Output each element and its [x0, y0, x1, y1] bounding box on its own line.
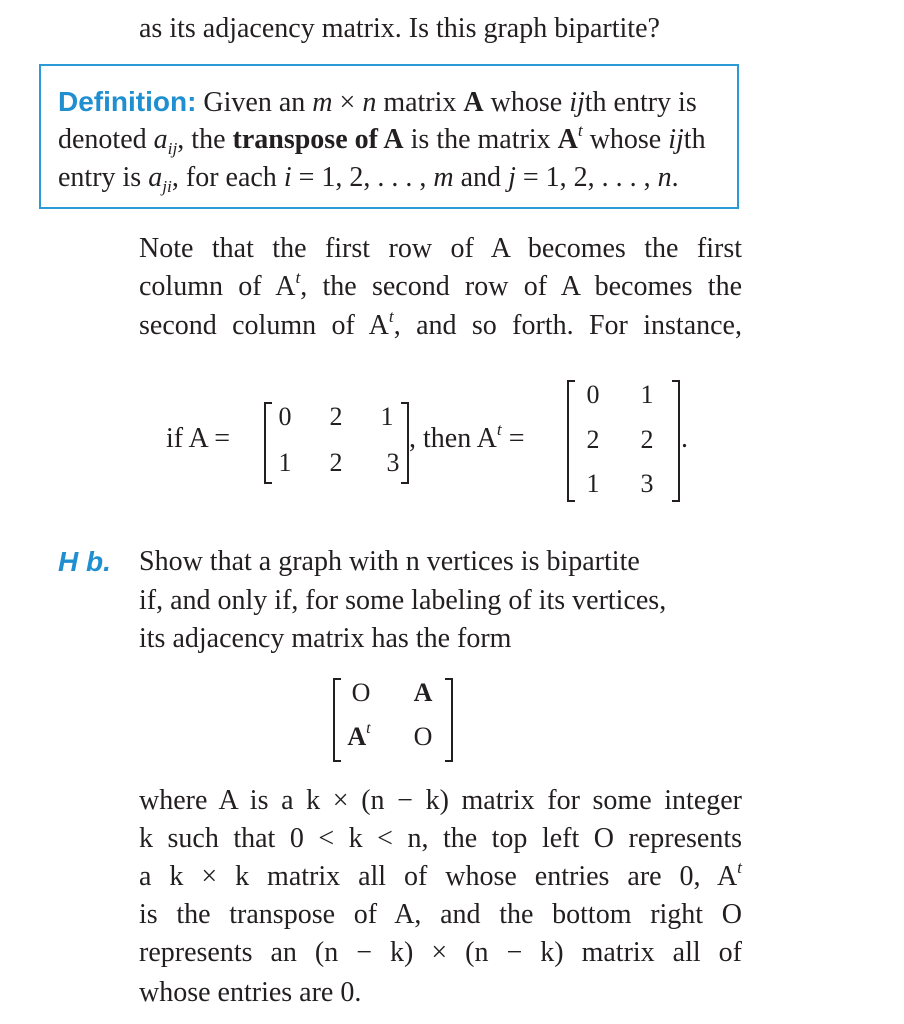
def-text: matrix	[383, 87, 457, 118]
def-m: m	[433, 162, 454, 193]
def-text: .	[671, 162, 679, 193]
matrix-At-cell: 3	[640, 469, 654, 498]
block-matrix-tr: A	[413, 678, 433, 707]
part-b-line-1: Show that a graph with n vertices is bipartite	[139, 546, 640, 577]
example-period: .	[681, 423, 688, 454]
closing-line-4: is the transpose of A, and the bottom right O	[139, 899, 742, 930]
matrix-At-cell: 1	[640, 380, 654, 409]
closing-line-5: represents an (n − k) × (n − k) matrix all of	[139, 937, 742, 968]
block-bl-t-sup: t	[366, 720, 371, 737]
part-b-line-3: its adjacency matrix has the form	[139, 623, 512, 654]
part-b-line-2: if, and only if, for some labeling of its vertices,	[139, 585, 667, 616]
note-text: column of A	[139, 271, 296, 302]
note-text: , and so forth. For instance,	[393, 310, 742, 341]
matrix-A-cell: 0	[278, 402, 292, 431]
matrix-At-cell: 1	[586, 469, 600, 498]
def-m: m	[312, 87, 333, 118]
block-bl-A: A	[347, 722, 367, 751]
note-text: second column of A	[139, 310, 389, 341]
definition-line-2	[58, 123, 706, 157]
note-t-sup: t	[388, 307, 394, 326]
matrix-At-left-bracket	[567, 380, 575, 502]
def-t-sup: t	[577, 121, 583, 140]
matrix-A-right-bracket	[401, 402, 409, 484]
def-times: ×	[339, 87, 356, 118]
def-A: A	[557, 124, 578, 155]
def-text: whose	[490, 87, 563, 118]
def-text: th	[683, 124, 706, 155]
then-text: , then A	[409, 423, 497, 454]
def-text: is the matrix	[410, 124, 551, 155]
closing-line-2: k such that 0 < k < n, the top left O represents	[139, 823, 742, 854]
note-line-2	[139, 268, 742, 306]
note-text: , the second row of A becomes the	[300, 271, 742, 302]
definition-label: Definition:	[58, 86, 197, 117]
example-then-At	[409, 422, 525, 456]
def-ij: ij	[569, 87, 585, 118]
block-matrix-br: O	[413, 722, 433, 751]
def-text: whose	[589, 124, 662, 155]
def-n: n	[362, 87, 377, 118]
def-text: , for each	[171, 162, 277, 193]
def-text: and	[460, 162, 502, 193]
def-ij-sub: ij	[167, 139, 178, 158]
matrix-A-cell: 3	[386, 448, 400, 477]
def-text: = 1, 2, . . . ,	[522, 162, 651, 193]
note-line-1: Note that the first row of A becomes the first	[139, 233, 742, 264]
block-matrix-right-bracket	[445, 678, 453, 762]
def-a: a	[148, 162, 163, 193]
def-text: , the	[177, 124, 226, 155]
intro-line: as its adjacency matrix. Is this graph bipartite?	[139, 13, 660, 44]
closing-text: a k × k matrix all of whose entries are 0, A	[139, 861, 738, 892]
def-text: = 1, 2, . . . ,	[298, 162, 427, 193]
definition-line-1	[58, 85, 697, 120]
matrix-A-cell: 2	[329, 448, 343, 477]
note-t-sup: t	[295, 268, 301, 287]
matrix-A-cell: 2	[329, 402, 343, 431]
block-matrix-bl	[344, 722, 374, 752]
example-if-A: if A =	[166, 423, 231, 454]
matrix-A-cell: 1	[278, 448, 292, 477]
matrix-A-cell: 1	[380, 402, 394, 431]
then-equals: =	[508, 423, 525, 454]
def-n: n	[657, 162, 672, 193]
def-transpose-of-A: transpose of A	[232, 124, 404, 155]
matrix-At-cell: 2	[640, 425, 654, 454]
def-text: entry is	[58, 162, 142, 193]
def-ji-sub: ji	[162, 177, 172, 196]
closing-line-1: where A is a k × (n − k) matrix for some integer	[139, 785, 742, 816]
closing-line-3	[139, 858, 742, 896]
def-text: denoted	[58, 124, 147, 155]
closing-t-sup: t	[737, 858, 742, 877]
note-line-3	[139, 307, 742, 345]
def-j: j	[508, 162, 516, 193]
part-b-label: H b.	[58, 546, 111, 577]
block-matrix-left-bracket	[333, 678, 341, 762]
def-a: a	[153, 124, 168, 155]
definition-line-3	[58, 161, 679, 195]
then-t-sup: t	[496, 420, 502, 439]
def-text: Given an	[203, 87, 306, 118]
def-text: th entry is	[584, 87, 697, 118]
def-A: A	[463, 87, 484, 118]
def-i: i	[283, 162, 292, 193]
matrix-At-right-bracket	[672, 380, 680, 502]
matrix-At-cell: 2	[586, 425, 600, 454]
def-ij: ij	[668, 124, 684, 155]
matrix-At-cell: 0	[586, 380, 600, 409]
block-matrix-tl: O	[351, 678, 371, 707]
closing-line-6: whose entries are 0.	[139, 977, 362, 1008]
